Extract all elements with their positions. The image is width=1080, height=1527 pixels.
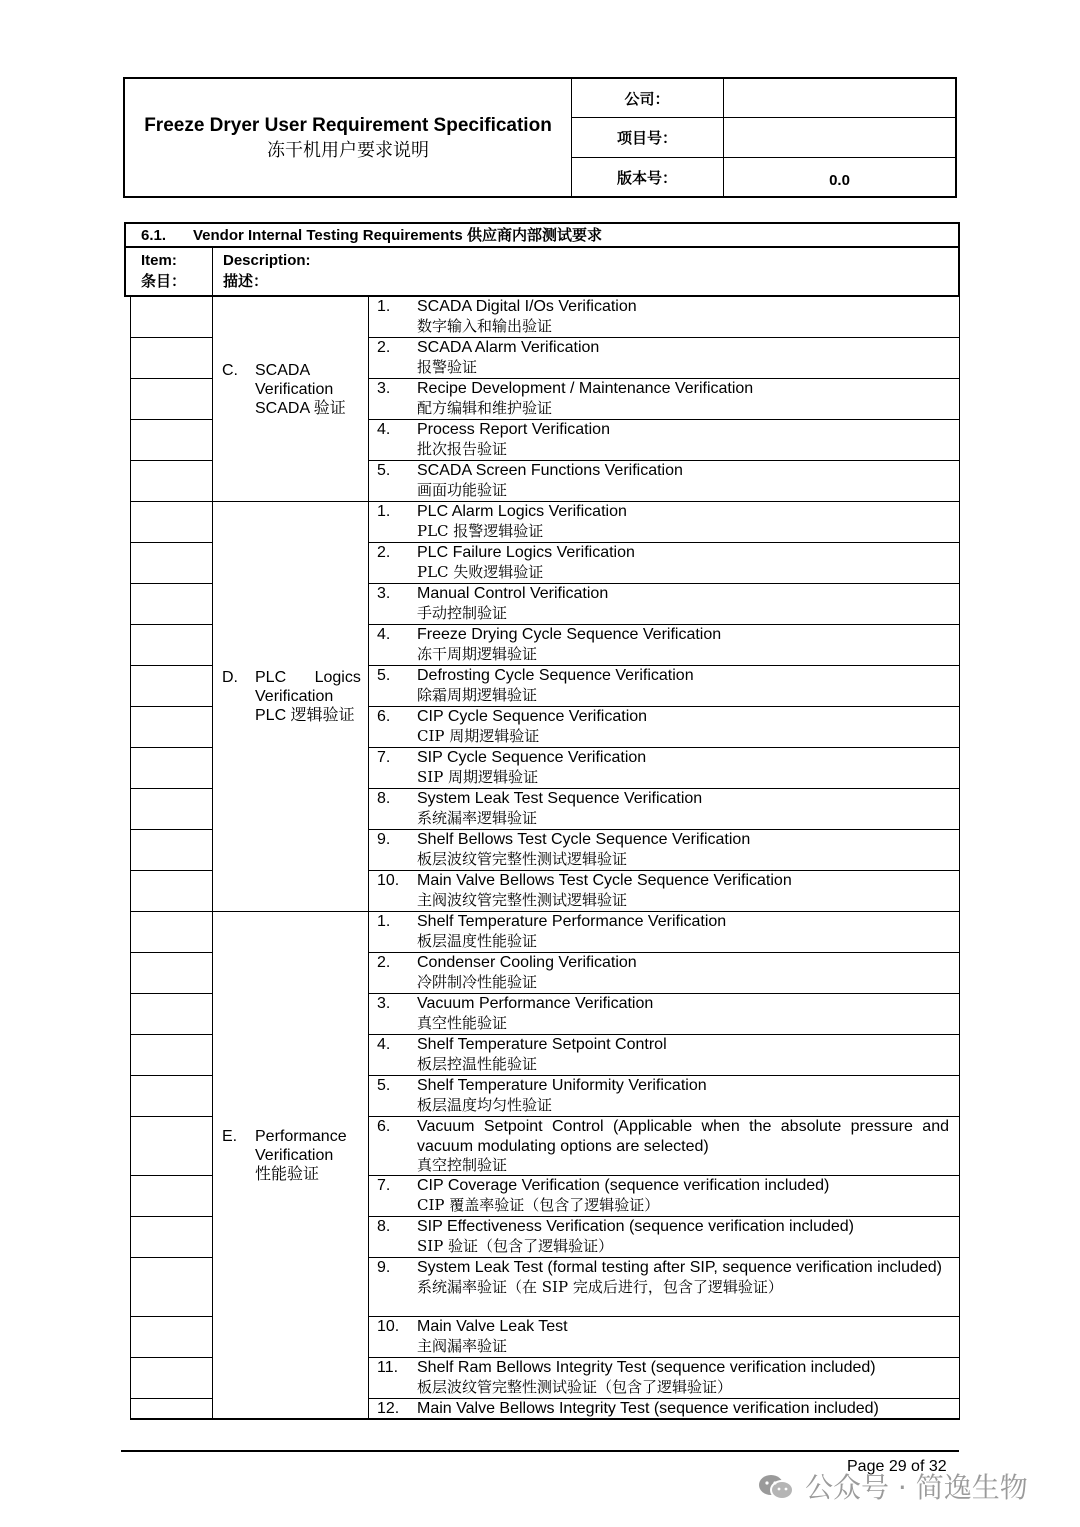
item-text-cn: 报警验证 — [417, 357, 478, 376]
category-title — [255, 668, 363, 725]
item-number: 10. — [377, 1318, 400, 1335]
item-cell-border — [130, 624, 213, 625]
table-row — [369, 1357, 960, 1398]
item-text-en: Vacuum Performance Verification — [417, 995, 654, 1012]
item-text-cn: 真空控制验证 — [417, 1156, 508, 1174]
item-number: 8. — [377, 790, 391, 807]
item-text-en: Condenser Cooling Verification — [417, 954, 637, 971]
item-text-en: CIP Coverage Verification (sequence verification included) — [417, 1177, 830, 1194]
item-text-cn: 数字输入和输出验证 — [417, 316, 553, 335]
item-text-en: Main Valve Bellows Test Cycle Sequence Verification — [417, 872, 792, 889]
item-number: 2. — [377, 954, 391, 971]
item-number: 1. — [377, 298, 391, 315]
item-text-en: SIP Cycle Sequence Verification — [417, 749, 647, 766]
category-title-line: Performance — [255, 1128, 347, 1145]
item-number: 2. — [377, 339, 391, 356]
section-number: 6.1. — [141, 227, 167, 244]
version-value: 0.0 — [829, 171, 850, 189]
table-row — [369, 1216, 960, 1257]
item-text-cn: SIP 验证（包含了逻辑验证） — [417, 1236, 614, 1255]
table-row — [369, 624, 960, 665]
item-text — [417, 871, 949, 910]
item-cell-border — [130, 747, 213, 748]
category-title-line: 性能验证 — [255, 1166, 320, 1183]
item-label: Item: — [141, 252, 177, 269]
item-text-cn: 冻干周期逻辑验证 — [417, 644, 538, 663]
item-number: 12. — [377, 1400, 400, 1417]
item-number: 5. — [377, 462, 391, 479]
item-cell-border — [130, 1075, 213, 1076]
item-cell-border — [130, 993, 213, 994]
company-value — [724, 79, 955, 117]
document-header — [123, 77, 957, 198]
table-row — [369, 1175, 960, 1216]
company-label: 公司： — [571, 79, 724, 117]
requirements-table — [130, 296, 960, 1419]
item-text — [417, 1399, 949, 1419]
item-cell-border — [130, 788, 213, 789]
item-cell-border — [130, 952, 213, 953]
category-title-line: PLC Logics — [255, 669, 361, 686]
table-border-top — [130, 296, 960, 297]
item-cell-border — [130, 1257, 213, 1258]
item-text-en: PLC Alarm Logics Verification — [417, 503, 627, 520]
item-text — [417, 994, 949, 1033]
table-row — [369, 337, 960, 378]
item-text-en: Shelf Temperature Setpoint Control — [417, 1036, 667, 1053]
item-text-cn: 真空性能验证 — [417, 1013, 508, 1032]
table-row — [369, 419, 960, 460]
item-text — [417, 502, 949, 541]
item-text — [417, 338, 949, 377]
item-text-cn: 系统漏率逻辑验证 — [417, 808, 538, 827]
title-cn: 冻干机用户要求说明 — [267, 139, 429, 160]
item-text — [417, 707, 949, 746]
item-text-cn: 手动控制验证 — [417, 603, 508, 622]
document-title — [125, 79, 572, 196]
item-text-en: PLC Failure Logics Verification — [417, 544, 635, 561]
item-cell-border — [130, 829, 213, 830]
item-text-cn: 系统漏率验证（在 SIP 完成后进行，包含了逻辑验证） — [417, 1277, 783, 1296]
page-number: Page 29 of 32 — [847, 1458, 947, 1475]
item-cell-border — [130, 1316, 213, 1317]
item-text-cn: 配方编辑和维护验证 — [417, 398, 553, 417]
table-row — [369, 1257, 960, 1316]
item-text — [417, 1076, 949, 1115]
table-row — [369, 952, 960, 993]
item-text-cn: 板层波纹管完整性测试验证（包含了逻辑验证） — [417, 1377, 733, 1396]
item-text — [417, 584, 949, 623]
item-number: 7. — [377, 1177, 391, 1194]
item-number: 1. — [377, 503, 391, 520]
item-number: 1. — [377, 913, 391, 930]
title-en: Freeze Dryer User Requirement Specification — [144, 114, 552, 136]
table-row — [369, 788, 960, 829]
item-label-cn: 条目： — [141, 273, 187, 290]
item-text — [417, 748, 949, 787]
category-title — [255, 361, 363, 418]
item-cell-border — [130, 337, 213, 338]
item-text-en: SCADA Screen Functions Verification — [417, 462, 683, 479]
project-row — [571, 118, 955, 158]
item-text — [417, 379, 949, 418]
item-cell-border — [130, 870, 213, 871]
item-number: 3. — [377, 380, 391, 397]
item-text — [417, 1358, 949, 1397]
item-text-en: System Leak Test Sequence Verification — [417, 790, 703, 807]
item-cell-border — [130, 665, 213, 666]
item-number: 3. — [377, 995, 391, 1012]
table-row — [369, 1075, 960, 1116]
item-number: 4. — [377, 421, 391, 438]
item-text — [417, 1117, 949, 1176]
item-text-en: Shelf Bellows Test Cycle Sequence Verification — [417, 831, 751, 848]
item-text — [417, 953, 949, 992]
item-cell-border — [130, 911, 213, 912]
footer-divider — [121, 1450, 959, 1452]
version-row — [571, 158, 955, 196]
table-row — [369, 542, 960, 583]
item-number: 6. — [377, 1118, 391, 1135]
item-text — [417, 830, 949, 869]
item-number: 9. — [377, 831, 391, 848]
item-number: 3. — [377, 585, 391, 602]
item-text-en: Defrosting Cycle Sequence Verification — [417, 667, 694, 684]
item-cell-border — [130, 1357, 213, 1358]
item-text — [417, 1217, 949, 1256]
table-row — [369, 1398, 960, 1419]
section-header — [124, 222, 960, 297]
category-title-line: Verification — [255, 1147, 334, 1164]
item-text-cn: CIP 覆盖率验证（包含了逻辑验证） — [417, 1195, 660, 1214]
table-row — [369, 583, 960, 624]
table-row — [369, 460, 960, 501]
item-number: 7. — [377, 749, 391, 766]
item-number: 11. — [377, 1359, 399, 1376]
item-text — [417, 625, 949, 664]
category-title-line: SCADA — [255, 361, 311, 379]
category-title-line: Verification — [255, 380, 334, 398]
item-text-en: CIP Cycle Sequence Verification — [417, 708, 648, 725]
category-divider — [130, 1419, 960, 1420]
category-letter: E. — [222, 1128, 238, 1145]
item-text-en: Freeze Drying Cycle Sequence Verification — [417, 626, 722, 643]
item-text — [417, 1176, 949, 1215]
item-cell-border — [130, 501, 213, 502]
wechat-icon — [757, 1473, 795, 1499]
table-row — [369, 1034, 960, 1075]
item-text-en: System Leak Test (formal testing after SIP, sequence verification included) — [417, 1259, 943, 1276]
item-number: 10. — [377, 872, 400, 889]
item-text-cn: 主阀波纹管完整性测试逻辑验证 — [417, 890, 628, 909]
table-row — [369, 501, 960, 542]
item-text-cn: SIP 周期逻辑验证 — [417, 767, 539, 786]
item-text-cn: 主阀漏率验证 — [417, 1336, 508, 1355]
item-text-en: Main Valve Bellows Integrity Test (sequence verification included) — [417, 1400, 879, 1417]
item-cell-border — [130, 706, 213, 707]
category-title — [255, 1127, 363, 1184]
category-title-line: Verification — [255, 688, 334, 705]
version-label: 版本号： — [571, 158, 724, 196]
item-text-en: SIP Effectiveness Verification (sequence verification included) — [417, 1218, 854, 1235]
item-text-cn: PLC 失败逻辑验证 — [417, 562, 544, 581]
item-text-cn: PLC 报警逻辑验证 — [417, 521, 544, 540]
table-row — [369, 993, 960, 1034]
item-cell-border — [130, 419, 213, 420]
item-number: 5. — [377, 1077, 391, 1094]
item-cell-border — [130, 460, 213, 461]
table-row — [369, 1316, 960, 1357]
item-cell-border — [130, 542, 213, 543]
table-border-left — [130, 296, 131, 1419]
table-row — [369, 706, 960, 747]
item-number: 4. — [377, 626, 391, 643]
item-text-en: Process Report Verification — [417, 421, 610, 438]
item-text — [417, 1317, 949, 1356]
item-text-en: Vacuum Setpoint Control (Applicable when the absolute pressure and vacuum modulating options are selected) — [417, 1118, 949, 1155]
item-text — [417, 666, 949, 705]
item-cell-border — [130, 1116, 213, 1117]
item-text-cn: 批次报告验证 — [417, 439, 508, 458]
item-text-en: Recipe Development / Maintenance Verification — [417, 380, 754, 397]
item-cell-border — [130, 378, 213, 379]
column-divider-item — [212, 296, 213, 1419]
item-cell-border — [130, 1175, 213, 1176]
item-number: 9. — [377, 1259, 391, 1276]
item-text — [417, 297, 949, 336]
item-text-en: Shelf Temperature Performance Verification — [417, 913, 727, 930]
description-column-header — [213, 248, 311, 292]
item-text-en: Shelf Temperature Uniformity Verification — [417, 1077, 707, 1094]
item-text — [417, 420, 949, 459]
description-label-cn: 描述： — [223, 273, 269, 290]
item-cell-border — [130, 1034, 213, 1035]
item-text — [417, 461, 949, 500]
watermark-text: 公众号 · 简逸生物 — [805, 1471, 1028, 1504]
table-row — [369, 378, 960, 419]
item-text-en: SCADA Digital I/Os Verification — [417, 298, 637, 315]
item-number: 5. — [377, 667, 391, 684]
item-cell-border — [130, 1216, 213, 1217]
project-label: 项目号： — [571, 118, 724, 157]
item-number: 2. — [377, 544, 391, 561]
item-text-cn: 冷阱制冷性能验证 — [417, 972, 538, 991]
item-text-cn: 板层温度性能验证 — [417, 931, 538, 950]
project-value — [724, 118, 955, 157]
item-text-cn: 板层波纹管完整性测试逻辑验证 — [417, 849, 628, 868]
table-row — [369, 747, 960, 788]
watermark — [757, 1466, 1028, 1506]
description-label: Description: — [223, 252, 311, 269]
item-number: 8. — [377, 1218, 391, 1235]
item-text-cn: CIP 周期逻辑验证 — [417, 726, 540, 745]
item-text — [417, 1035, 949, 1074]
table-row — [369, 829, 960, 870]
category-title-line: PLC 逻辑验证 — [255, 707, 355, 724]
item-text-en: Shelf Ram Bellows Integrity Test (sequence verification included) — [417, 1359, 876, 1376]
item-text-cn: 画面功能验证 — [417, 480, 508, 499]
item-text-cn: 板层温度均匀性验证 — [417, 1095, 553, 1114]
table-row — [369, 665, 960, 706]
item-text — [417, 789, 949, 828]
item-cell-border — [130, 583, 213, 584]
table-row — [369, 1116, 960, 1175]
item-number: 6. — [377, 708, 391, 725]
item-text — [417, 1258, 949, 1297]
item-text-cn: 除霜周期逻辑验证 — [417, 685, 538, 704]
item-column-header — [126, 248, 213, 295]
category-title-line: SCADA 验证 — [255, 399, 346, 417]
table-row — [369, 296, 960, 337]
category-letter: C. — [222, 361, 238, 379]
section-title-row — [126, 224, 958, 248]
item-text-en: SCADA Alarm Verification — [417, 339, 600, 356]
company-row — [571, 79, 955, 118]
item-cell-border — [130, 1398, 213, 1399]
category-letter: D. — [222, 669, 238, 686]
item-text-cn: 板层控温性能验证 — [417, 1054, 538, 1073]
item-text-en: Manual Control Verification — [417, 585, 609, 602]
table-row — [369, 911, 960, 952]
item-number: 4. — [377, 1036, 391, 1053]
item-text-en: Main Valve Leak Test — [417, 1318, 568, 1335]
item-text — [417, 543, 949, 582]
item-text — [417, 912, 949, 951]
table-row — [369, 870, 960, 911]
section-title: Vendor Internal Testing Requirements 供应商内部测试要求 — [193, 227, 602, 244]
